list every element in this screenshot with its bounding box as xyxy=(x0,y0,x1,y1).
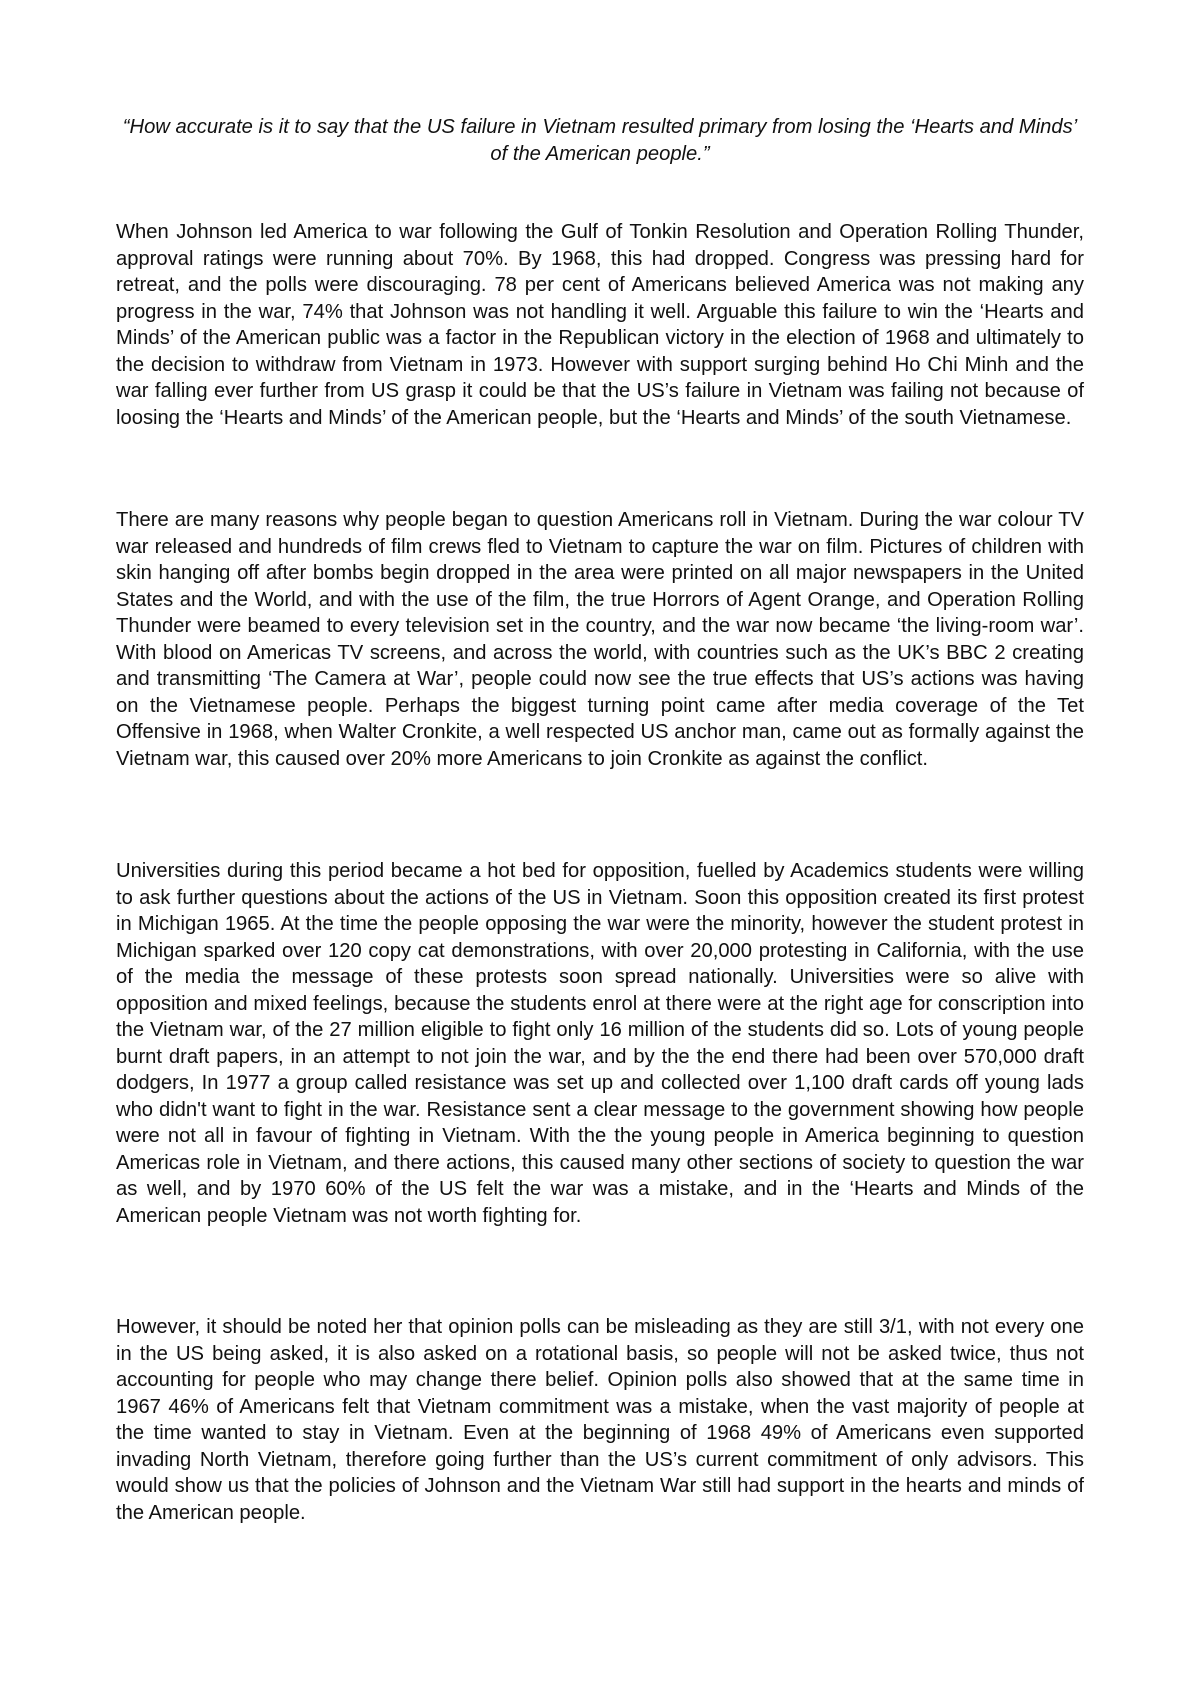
paragraph-3: Universities during this period became a hot bed for opposition, fuelled by Academics students were willing to ask further questions about the actions of the US in Vietnam. Soon this opposition created its first protest in Michigan 1965. At the time the people opposing the war were the minority, however the student protest in Michigan sparked over 120 copy cat demonstrations, with over 20,000 protesting in California, with the use of the media the message of these protests soon spread nationally. Universities were so alive with opposition and mixed feelings, because the students enrol at there were at the right age for conscription into the Vietnam war, of the 27 million eligible to fight only 16 million of the students did so. Lots of young people burnt draft papers, in an attempt to not join the war, and by the the end there had been over 570,000 draft dodgers, In 1977 a group called resistance was set up and collected over 1,100 draft cards off young lads who didn't want to fight in the war. Resistance sent a clear message to the government showing how people were not all in favour of fighting in Vietnam. With the the young people in America beginning to question Americas role in Vietnam, and there actions, this caused many other sections of society to question the war as well, and by 1970 60% of the US felt the war was a mistake, and in the ‘Hearts and Minds of the American people Vietnam was not worth fighting for. xyxy=(116,860,1084,1227)
paragraph-1: When Johnson led America to war following the Gulf of Tonkin Resolution and Operation Rolling Thunder, approval ratings were running about 70%. By 1968, this had dropped. Congress was pressing hard for retreat, and the polls were discouraging. 78 per cent of Americans believed America was not making any progress in the war, 74% that Johnson was not handling it well. Arguable this failure to win the ‘Hearts and Minds’ of the American public was a factor in the Republican victory in the election of 1968 and ultimately to the decision to withdraw from Vietnam in 1973. However with support surging behind Ho Chi Minh and the war falling ever further from US grasp it could be that the US’s failure in Vietnam was failing not because of loosing the ‘Hearts and Minds’ of the American people, but the ‘Hearts and Minds’ of the south Vietnamese. xyxy=(116,221,1084,429)
paragraph-2: There are many reasons why people began to question Americans roll in Vietnam. During the war colour TV war released and hundreds of film crews fled to Vietnam to capture the war on film. Pictures of children with skin hanging off after bombs begin dropped in the area were printed on all major newspapers in the United States and the World, and with the use of the film, the true Horrors of Agent Orange, and Operation Rolling Thunder were beamed to every television set in the country, and the war now became ‘the living-room war’. With blood on Americas TV screens, and across the world, with countries such as the UK’s BBC 2 creating and transmitting ‘The Camera at War’, people could now see the true effects that US’s actions was having on the Vietnamese people. Perhaps the biggest turning point came after media coverage of the Tet Offensive in 1968, when Walter Cronkite, a well respected US anchor man, came out as formally against the Vietnam war, this caused over 20% more Americans to join Cronkite as against the conflict. xyxy=(116,509,1084,770)
paragraph-4: However, it should be noted her that opinion polls can be misleading as they are still 3/1, with not every one in the US being asked, it is also asked on a rotational basis, so people will not be asked twice, thus not accounting for people who may change there belief. Opinion polls also showed that at the same time in 1967 46% of Americans felt that Vietnam commitment was a mistake, when the vast majority of people at the time wanted to stay in Vietnam. Even at the beginning of 1968 49% of Americans even supported invading North Vietnam, therefore going further than the US’s current commitment of only advisors. This would show us that the policies of Johnson and the Vietnam War still had support in the hearts and minds of the American people. xyxy=(116,1316,1084,1524)
essay-title: “How accurate is it to say that the US failure in Vietnam resulted primary from losing the ‘Hearts and Minds’ of the American people.” xyxy=(122,116,1078,165)
